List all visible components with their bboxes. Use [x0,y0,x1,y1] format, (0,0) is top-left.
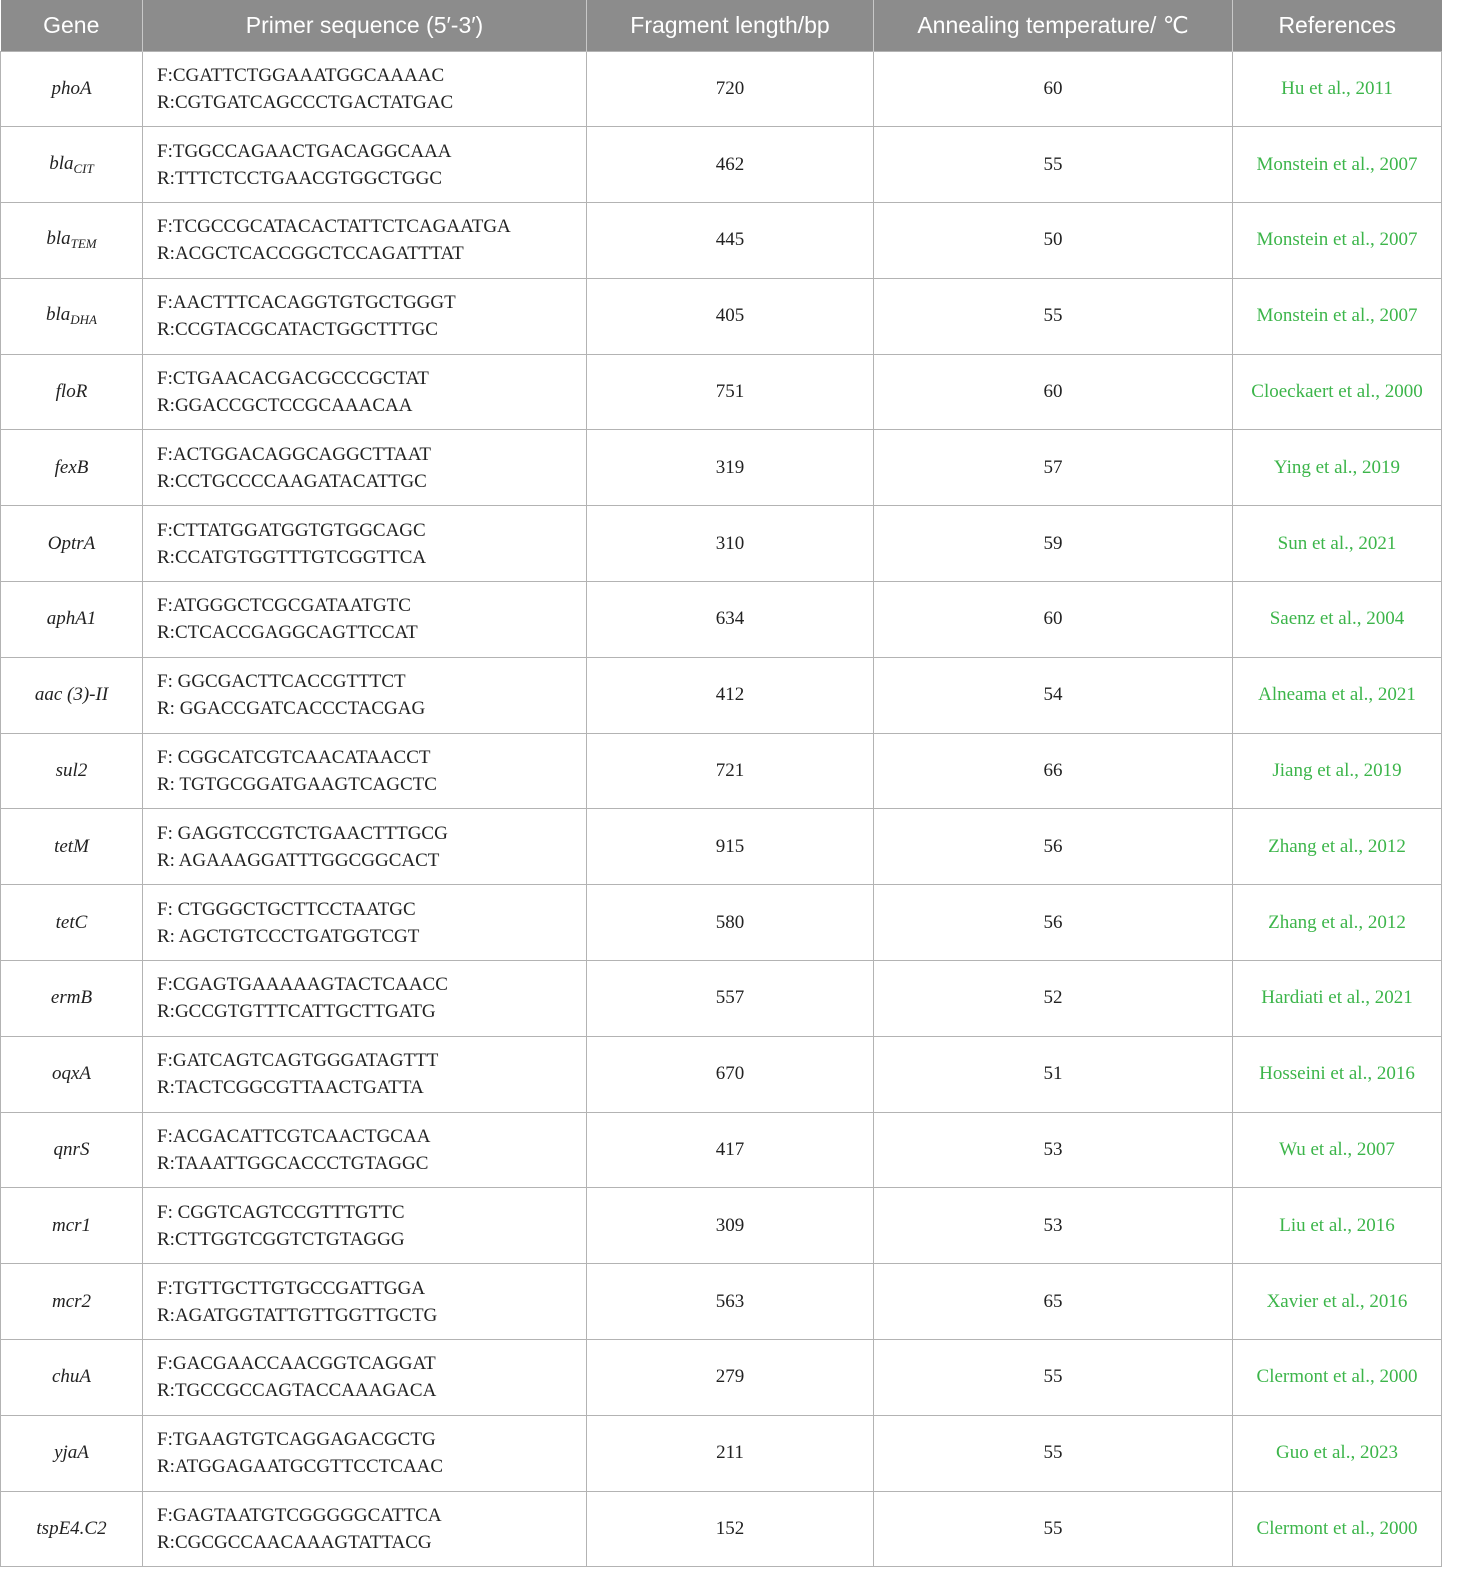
gene-cell [1,51,143,127]
reference-link[interactable]: Cloeckaert et al., 2000 [1233,354,1442,430]
annealing-temperature-cell: 53 [874,1112,1233,1188]
reverse-primer: R:TTTCTCCTGAACGTGGCTGGC [157,167,442,189]
reverse-primer: R: GGACCGATCACCCTACGAG [157,698,426,720]
gene-cell [1,1112,143,1188]
table-row [1,127,1442,203]
gene-subscript: CIT [73,160,94,176]
annealing-temperature-cell: 65 [874,1264,1233,1340]
table-row [1,961,1442,1037]
forward-primer: F:CGAGTGAAAAAGTACTCAACC [157,974,448,996]
reference-link[interactable]: Guo et al., 2023 [1233,1415,1442,1491]
fragment-length-cell: 720 [587,51,874,127]
forward-primer: F:CTGAACACGACGCCCGCTAT [157,368,429,390]
gene-name: fexB [54,456,89,478]
gene-name: phoA [51,77,92,99]
gene-cell [1,203,143,279]
reverse-primer: R:CCGTACGCATACTGGCTTTGC [157,319,438,341]
reverse-primer: R:ATGGAGAATGCGTTCCTCAAC [157,1456,444,1478]
primer-sequence-cell [143,1340,587,1416]
annealing-temperature-cell: 52 [874,961,1233,1037]
primer-sequence-cell [143,51,587,127]
reference-link[interactable]: Monstein et al., 2007 [1233,127,1442,203]
forward-primer: F:AACTTTCACAGGTGTGCTGGGT [157,292,456,314]
reference-link[interactable]: Zhang et al., 2012 [1233,809,1442,885]
fragment-length-cell: 417 [587,1112,874,1188]
fragment-length-cell: 462 [587,127,874,203]
reverse-primer: R:CCATGTGGTTTGTCGGTTCA [157,546,427,568]
table-row [1,506,1442,582]
fragment-length-cell: 309 [587,1188,874,1264]
annealing-temperature-cell: 66 [874,733,1233,809]
forward-primer: F:ATGGGCTCGCGATAATGTC [157,595,411,617]
reverse-primer: R:CCTGCCCCAAGATACATTGC [157,470,427,492]
primer-sequence-cell [143,1112,587,1188]
gene-name: bla [46,228,71,250]
table-row [1,1491,1442,1567]
gene-name: tetM [54,835,89,857]
gene-cell [1,430,143,506]
reference-link[interactable]: Sun et al., 2021 [1233,506,1442,582]
fragment-length-cell: 634 [587,582,874,658]
reverse-primer: R:GGACCGCTCCGCAAACAA [157,395,413,417]
gene-cell [1,1340,143,1416]
reverse-primer: R:TGCCGCCAGTACCAAAGACA [157,1380,437,1402]
gene-name: mcr1 [51,1214,92,1236]
forward-primer: F:CTTATGGATGGTGTGGCAGC [157,519,426,541]
table-row [1,1264,1442,1340]
annealing-temperature-cell: 51 [874,1036,1233,1112]
reverse-primer: R: AGCTGTCCCTGATGGTCGT [157,925,420,947]
gene-cell [1,127,143,203]
annealing-temperature-cell: 53 [874,1188,1233,1264]
table-row [1,657,1442,733]
annealing-temperature-cell: 55 [874,278,1233,354]
gene-cell [1,885,143,961]
gene-name: OptrA [47,532,96,554]
gene-cell [1,582,143,658]
header-gene: Gene [1,0,143,51]
annealing-temperature-cell: 50 [874,203,1233,279]
gene-cell [1,1491,143,1567]
primer-sequence-cell [143,582,587,658]
reference-link[interactable]: Monstein et al., 2007 [1233,278,1442,354]
fragment-length-cell: 670 [587,1036,874,1112]
reference-link[interactable]: Hu et al., 2011 [1233,51,1442,127]
forward-primer: F: GAGGTCCGTCTGAACTTTGCG [157,822,448,844]
table-row [1,885,1442,961]
reverse-primer: R:CTCACCGAGGCAGTTCCAT [157,622,418,644]
table-row [1,733,1442,809]
gene-name: mcr2 [51,1290,92,1312]
table-row [1,203,1442,279]
table-row [1,354,1442,430]
reverse-primer: R:CTTGGTCGGTCTGTAGGG [157,1228,405,1250]
gene-cell [1,1188,143,1264]
header-annealing-temperature: Annealing temperature/ ℃ [874,0,1233,51]
reference-link[interactable]: Jiang et al., 2019 [1233,733,1442,809]
forward-primer: F: CTGGGCTGCTTCCTAATGC [157,898,416,920]
gene-cell [1,961,143,1037]
table-row [1,51,1442,127]
annealing-temperature-cell: 55 [874,1415,1233,1491]
forward-primer: F:TGTTGCTTGTGCCGATTGGA [157,1277,426,1299]
annealing-temperature-cell: 55 [874,127,1233,203]
primer-sequence-cell [143,1188,587,1264]
reference-link[interactable]: Monstein et al., 2007 [1233,203,1442,279]
reference-link[interactable]: Clermont et al., 2000 [1233,1340,1442,1416]
forward-primer: F:ACTGGACAGGCAGGCTTAAT [157,443,431,465]
annealing-temperature-cell: 56 [874,809,1233,885]
annealing-temperature-cell: 57 [874,430,1233,506]
fragment-length-cell: 445 [587,203,874,279]
forward-primer: F:CGATTCTGGAAATGGCAAAAC [157,64,445,86]
reference-link[interactable]: Ying et al., 2019 [1233,430,1442,506]
primer-sequence-cell [143,1264,587,1340]
primer-sequence-cell [143,1036,587,1112]
gene-cell [1,733,143,809]
header-fragment-length: Fragment length/bp [587,0,874,51]
reverse-primer: R:ACGCTCACCGGCTCCAGATTTAT [157,243,464,265]
reference-link[interactable]: Hardiati et al., 2021 [1233,961,1442,1037]
table-row [1,582,1442,658]
header-primer-sequence: Primer sequence (5′-3′) [143,0,587,51]
gene-cell [1,506,143,582]
primer-sequence-cell [143,430,587,506]
forward-primer: F:GACGAACCAACGGTCAGGAT [157,1353,436,1375]
gene-name: bla [49,152,74,174]
reference-link[interactable]: Alneama et al., 2021 [1233,657,1442,733]
gene-name: aac (3)-II [34,684,109,706]
fragment-length-cell: 751 [587,354,874,430]
table-body [1,51,1442,1567]
gene-cell [1,657,143,733]
reverse-primer: R:AGATGGTATTGTTGGTTGCTG [157,1304,438,1326]
primer-sequence-cell [143,1415,587,1491]
gene-name: oqxA [51,1063,92,1085]
forward-primer: F:TGAAGTGTCAGGAGACGCTG [157,1429,436,1451]
primer-sequence-cell [143,354,587,430]
annealing-temperature-cell: 60 [874,354,1233,430]
gene-name: bla [46,304,71,326]
primer-sequence-cell [143,733,587,809]
header-references: References [1278,11,1397,38]
gene-name: tspE4.C2 [36,1518,107,1540]
gene-subscript: DHA [70,312,97,328]
gene-cell [1,354,143,430]
fragment-length-cell: 279 [587,1340,874,1416]
gene-name: sul2 [55,760,88,782]
forward-primer: F:TGGCCAGAACTGACAGGCAAA [157,140,452,162]
forward-primer: F:GAGTAATGTCGGGGGCATTCA [157,1505,442,1527]
reference-link[interactable]: Xavier et al., 2016 [1233,1264,1442,1340]
fragment-length-cell: 412 [587,657,874,733]
reverse-primer: R:CGCGCCAACAAAGTATTACG [157,1532,432,1554]
gene-cell [1,278,143,354]
forward-primer: F: GGCGACTTCACCGTTTCT [157,671,406,693]
reference-link[interactable]: Wu et al., 2007 [1233,1112,1442,1188]
forward-primer: F: CGGTCAGTCCGTTTGTTC [157,1201,405,1223]
forward-primer: F:ACGACATTCGTCAACTGCAA [157,1126,431,1148]
gene-cell [1,1036,143,1112]
table-row [1,1036,1442,1112]
fragment-length-cell: 310 [587,506,874,582]
forward-primer: F:GATCAGTCAGTGGGATAGTTT [157,1050,439,1072]
reverse-primer: R: TGTGCGGATGAAGTCAGCTC [157,774,437,796]
primer-sequence-cell [143,127,587,203]
fragment-length-cell: 563 [587,1264,874,1340]
fragment-length-cell: 580 [587,885,874,961]
gene-name: aphA1 [46,608,97,630]
primer-sequence-cell [143,203,587,279]
fragment-length-cell: 211 [587,1415,874,1491]
gene-name: tetC [55,911,88,933]
reverse-primer: R:CGTGATCAGCCCTGACTATGAC [157,91,454,113]
forward-primer: F:TCGCCGCATACACTATTCTCAGAATGA [157,216,511,238]
fragment-length-cell: 152 [587,1491,874,1567]
gene-name: qnrS [53,1139,90,1161]
primer-sequence-cell [143,961,587,1037]
fragment-length-cell: 915 [587,809,874,885]
gene-name: yjaA [54,1442,89,1464]
table-row [1,1415,1442,1491]
primer-sequence-cell [143,885,587,961]
primer-sequence-cell [143,657,587,733]
reverse-primer: R: AGAAAGGATTTGGCGGCACT [157,849,440,871]
annealing-temperature-cell: 56 [874,885,1233,961]
table-row [1,430,1442,506]
annealing-temperature-cell: 54 [874,657,1233,733]
table-row [1,1340,1442,1416]
gene-cell [1,1264,143,1340]
fragment-length-cell: 319 [587,430,874,506]
table-row [1,1188,1442,1264]
reference-link[interactable]: Hosseini et al., 2016 [1233,1036,1442,1112]
annealing-temperature-cell: 60 [874,51,1233,127]
reference-link[interactable]: Clermont et al., 2000 [1233,1491,1442,1567]
reverse-primer: R:TAAATTGGCACCCTGTAGGC [157,1153,429,1175]
gene-name: chuA [51,1366,92,1388]
reference-link[interactable]: Liu et al., 2016 [1233,1188,1442,1264]
primer-sequence-cell [143,809,587,885]
table-row [1,809,1442,885]
gene-cell [1,809,143,885]
table-header [1,0,1442,51]
header-row [1,0,1442,51]
primer-sequence-cell [143,506,587,582]
annealing-temperature-cell: 55 [874,1340,1233,1416]
gene-name: ermB [50,987,93,1009]
fragment-length-cell: 721 [587,733,874,809]
reference-link[interactable]: Saenz et al., 2004 [1233,582,1442,658]
annealing-temperature-cell: 59 [874,506,1233,582]
gene-name: floR [55,381,88,403]
fragment-length-cell: 557 [587,961,874,1037]
reverse-primer: R:GCCGTGTTTCATTGCTTGATG [157,1001,436,1023]
table-row [1,1112,1442,1188]
reverse-primer: R:TACTCGGCGTTAACTGATTA [157,1077,424,1099]
annealing-temperature-cell: 55 [874,1491,1233,1567]
primer-sequence-cell [143,1491,587,1567]
table-row [1,278,1442,354]
primer-sequence-cell [143,278,587,354]
reference-link[interactable]: Zhang et al., 2012 [1233,885,1442,961]
forward-primer: F: CGGCATCGTCAACATAACCT [157,747,431,769]
gene-cell [1,1415,143,1491]
annealing-temperature-cell: 60 [874,582,1233,658]
fragment-length-cell: 405 [587,278,874,354]
gene-subscript: TEM [70,236,97,252]
